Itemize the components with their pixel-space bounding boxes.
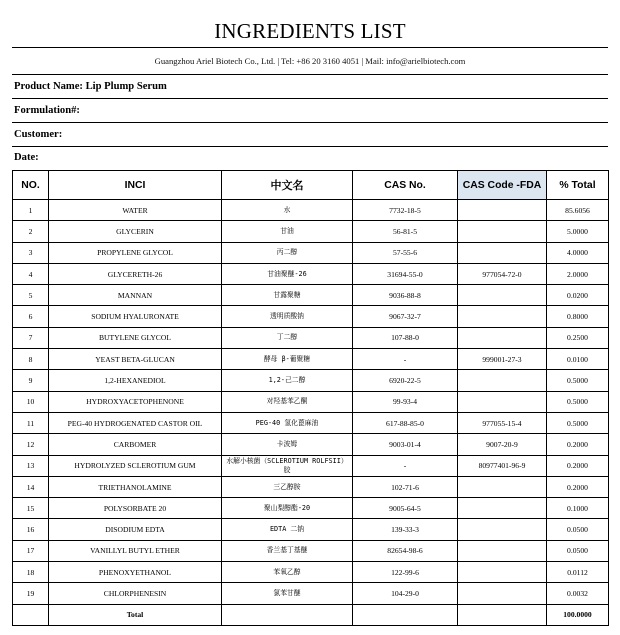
product-name-label: Product Name: bbox=[14, 81, 83, 92]
cell-percent-total: 0.0112 bbox=[547, 562, 609, 583]
cell-cas-no: 102-71-6 bbox=[353, 476, 458, 497]
cell-cas-no: 99-93-4 bbox=[353, 391, 458, 412]
header-inci: INCI bbox=[49, 171, 222, 200]
page-title: INGREDIENTS LIST bbox=[214, 19, 406, 43]
cell-cas-code-fda bbox=[458, 540, 547, 561]
cell-no: 14 bbox=[13, 476, 49, 497]
cell-percent-total: 0.2000 bbox=[547, 434, 609, 455]
cell-inci: MANNAN bbox=[49, 285, 222, 306]
cell-inci: VANILLYL BUTYL ETHER bbox=[49, 540, 222, 561]
formulation-label: Formulation#: bbox=[14, 105, 80, 116]
company-contact-line: Guangzhou Ariel Biotech Co., Ltd. | Tel: +86 20 3160 4051 | Mail: info@arielbiotech.com bbox=[154, 56, 466, 66]
total-cn-cell bbox=[222, 604, 353, 625]
cell-percent-total: 0.5000 bbox=[547, 412, 609, 433]
cell-inci: WATER bbox=[49, 200, 222, 221]
table-row bbox=[13, 562, 609, 583]
cell-inci: BUTYLENE GLYCOL bbox=[49, 327, 222, 348]
total-row bbox=[13, 604, 609, 625]
cell-percent-total: 0.0200 bbox=[547, 285, 609, 306]
table-row bbox=[13, 221, 609, 242]
cell-chinese-name: 透明质酸钠 bbox=[222, 306, 353, 327]
cell-percent-total: 0.2000 bbox=[547, 455, 609, 476]
cell-percent-total: 5.0000 bbox=[547, 221, 609, 242]
table-row bbox=[13, 540, 609, 561]
cell-percent-total: 0.1000 bbox=[547, 498, 609, 519]
cell-inci: HYDROLYZED SCLEROTIUM GUM bbox=[49, 455, 222, 476]
cell-chinese-name: 香兰基丁基醚 bbox=[222, 540, 353, 561]
cell-percent-total: 0.0032 bbox=[547, 583, 609, 604]
cell-chinese-name: PEG-40 氢化蓖麻油 bbox=[222, 412, 353, 433]
cell-chinese-name: 水解小核菌（SCLEROTIUM ROLFSII）胶 bbox=[222, 455, 353, 476]
cell-inci: PHENOXYETHANOL bbox=[49, 562, 222, 583]
header-percent-total: % Total bbox=[547, 171, 609, 200]
cell-cas-code-fda: 999001-27-3 bbox=[458, 349, 547, 370]
total-fda-cell bbox=[458, 604, 547, 625]
cell-cas-code-fda bbox=[458, 583, 547, 604]
table-row bbox=[13, 498, 609, 519]
cell-cas-no: 7732-18-5 bbox=[353, 200, 458, 221]
cell-chinese-name: 苯氧乙醇 bbox=[222, 562, 353, 583]
cell-inci: PROPYLENE GLYCOL bbox=[49, 242, 222, 263]
table-row bbox=[13, 391, 609, 412]
cell-chinese-name: 氯苯甘醚 bbox=[222, 583, 353, 604]
cell-cas-no: 9036-88-8 bbox=[353, 285, 458, 306]
cell-inci: GLYCERIN bbox=[49, 221, 222, 242]
date-label: Date: bbox=[14, 152, 39, 163]
table-row bbox=[13, 327, 609, 348]
cell-cas-code-fda bbox=[458, 221, 547, 242]
cell-cas-no: - bbox=[353, 455, 458, 476]
cell-chinese-name: 酵母 β-葡聚糖 bbox=[222, 349, 353, 370]
cell-percent-total: 0.0500 bbox=[547, 540, 609, 561]
table-row bbox=[13, 455, 609, 476]
cell-no: 17 bbox=[13, 540, 49, 561]
cell-cas-code-fda bbox=[458, 285, 547, 306]
cell-chinese-name: EDTA 二钠 bbox=[222, 519, 353, 540]
cell-cas-code-fda bbox=[458, 242, 547, 263]
cell-inci: DISODIUM EDTA bbox=[49, 519, 222, 540]
cell-cas-no: 82654-98-6 bbox=[353, 540, 458, 561]
cell-chinese-name: 三乙醇胺 bbox=[222, 476, 353, 497]
cell-no: 5 bbox=[13, 285, 49, 306]
cell-percent-total: 0.2500 bbox=[547, 327, 609, 348]
product-name-value: Lip Plump Serum bbox=[85, 81, 167, 92]
cell-cas-no: 104-29-0 bbox=[353, 583, 458, 604]
cell-chinese-name: 聚山梨醇酯-20 bbox=[222, 498, 353, 519]
cell-no: 18 bbox=[13, 562, 49, 583]
cell-no: 3 bbox=[13, 242, 49, 263]
ingredients-table bbox=[12, 170, 609, 626]
table-row bbox=[13, 306, 609, 327]
cell-cas-no: 107-88-0 bbox=[353, 327, 458, 348]
cell-percent-total: 0.0500 bbox=[547, 519, 609, 540]
cell-cas-no: 6920-22-5 bbox=[353, 370, 458, 391]
cell-cas-no: 9003-01-4 bbox=[353, 434, 458, 455]
cell-cas-code-fda bbox=[458, 562, 547, 583]
cell-cas-code-fda bbox=[458, 370, 547, 391]
table-row bbox=[13, 412, 609, 433]
table-row bbox=[13, 476, 609, 497]
cell-cas-no: 31694-55-0 bbox=[353, 263, 458, 284]
header-no: NO. bbox=[13, 171, 49, 200]
table-row bbox=[13, 285, 609, 306]
cell-percent-total: 0.8000 bbox=[547, 306, 609, 327]
cell-inci: 1,2-HEXANEDIOL bbox=[49, 370, 222, 391]
cell-no: 7 bbox=[13, 327, 49, 348]
cell-no: 10 bbox=[13, 391, 49, 412]
cell-inci: PEG-40 HYDROGENATED CASTOR OIL bbox=[49, 412, 222, 433]
cell-inci: SODIUM HYALURONATE bbox=[49, 306, 222, 327]
cell-chinese-name: 丙二醇 bbox=[222, 242, 353, 263]
cell-cas-code-fda: 977055-15-4 bbox=[458, 412, 547, 433]
total-cas-cell bbox=[353, 604, 458, 625]
cell-cas-no: 139-33-3 bbox=[353, 519, 458, 540]
cell-percent-total: 0.2000 bbox=[547, 476, 609, 497]
table-row bbox=[13, 519, 609, 540]
cell-chinese-name: 甘露聚糖 bbox=[222, 285, 353, 306]
header-cas-no: CAS No. bbox=[353, 171, 458, 200]
cell-inci: YEAST BETA-GLUCAN bbox=[49, 349, 222, 370]
cell-cas-code-fda: 80977401-96-9 bbox=[458, 455, 547, 476]
cell-cas-no: 617-88-85-0 bbox=[353, 412, 458, 433]
cell-percent-total: 0.0100 bbox=[547, 349, 609, 370]
cell-chinese-name: 甘油 bbox=[222, 221, 353, 242]
cell-no: 15 bbox=[13, 498, 49, 519]
cell-cas-code-fda: 977054-72-0 bbox=[458, 263, 547, 284]
table-row bbox=[13, 434, 609, 455]
cell-inci: TRIETHANOLAMINE bbox=[49, 476, 222, 497]
total-no-cell bbox=[13, 604, 49, 625]
cell-inci: HYDROXYACETOPHENONE bbox=[49, 391, 222, 412]
cell-no: 12 bbox=[13, 434, 49, 455]
cell-inci: GLYCERETH-26 bbox=[49, 263, 222, 284]
cell-inci: CARBOMER bbox=[49, 434, 222, 455]
table-header-row bbox=[13, 171, 609, 200]
cell-chinese-name: 对羟基苯乙酮 bbox=[222, 391, 353, 412]
cell-chinese-name: 1,2-己二醇 bbox=[222, 370, 353, 391]
cell-percent-total: 0.5000 bbox=[547, 370, 609, 391]
cell-chinese-name: 水 bbox=[222, 200, 353, 221]
cell-inci: POLYSORBATE 20 bbox=[49, 498, 222, 519]
cell-no: 2 bbox=[13, 221, 49, 242]
cell-no: 8 bbox=[13, 349, 49, 370]
cell-no: 11 bbox=[13, 412, 49, 433]
date-field bbox=[12, 146, 608, 163]
table-row bbox=[13, 263, 609, 284]
total-label: Total bbox=[49, 604, 222, 625]
ingredients-document bbox=[12, 0, 608, 626]
cell-chinese-name: 甘油聚醚-26 bbox=[222, 263, 353, 284]
total-value: 100.0000 bbox=[547, 604, 609, 625]
cell-cas-no: - bbox=[353, 349, 458, 370]
header-cas-code-fda: CAS Code -FDA bbox=[458, 171, 547, 200]
table-row bbox=[13, 370, 609, 391]
cell-cas-code-fda bbox=[458, 306, 547, 327]
cell-cas-code-fda: 9007-20-9 bbox=[458, 434, 547, 455]
cell-no: 4 bbox=[13, 263, 49, 284]
cell-chinese-name: 丁二醇 bbox=[222, 327, 353, 348]
cell-no: 19 bbox=[13, 583, 49, 604]
customer-label: Customer: bbox=[14, 129, 63, 140]
table-row bbox=[13, 200, 609, 221]
cell-no: 13 bbox=[13, 455, 49, 476]
cell-cas-no: 122-99-6 bbox=[353, 562, 458, 583]
header-chinese-name: 中文名 bbox=[222, 171, 353, 200]
table-row bbox=[13, 242, 609, 263]
cell-percent-total: 85.6056 bbox=[547, 200, 609, 221]
formulation-field bbox=[12, 98, 608, 122]
cell-percent-total: 4.0000 bbox=[547, 242, 609, 263]
cell-chinese-name: 卡波姆 bbox=[222, 434, 353, 455]
cell-cas-code-fda bbox=[458, 476, 547, 497]
cell-no: 16 bbox=[13, 519, 49, 540]
cell-percent-total: 0.5000 bbox=[547, 391, 609, 412]
cell-cas-no: 56-81-5 bbox=[353, 221, 458, 242]
cell-no: 9 bbox=[13, 370, 49, 391]
table-row bbox=[13, 349, 609, 370]
customer-field bbox=[12, 122, 608, 146]
table-row bbox=[13, 583, 609, 604]
cell-cas-code-fda bbox=[458, 200, 547, 221]
cell-cas-code-fda bbox=[458, 391, 547, 412]
cell-no: 1 bbox=[13, 200, 49, 221]
cell-percent-total: 2.0000 bbox=[547, 263, 609, 284]
cell-cas-code-fda bbox=[458, 498, 547, 519]
cell-cas-code-fda bbox=[458, 519, 547, 540]
product-name-field bbox=[12, 74, 608, 98]
cell-no: 6 bbox=[13, 306, 49, 327]
cell-cas-code-fda bbox=[458, 327, 547, 348]
cell-cas-no: 9005-64-5 bbox=[353, 498, 458, 519]
cell-cas-no: 9067-32-7 bbox=[353, 306, 458, 327]
cell-cas-no: 57-55-6 bbox=[353, 242, 458, 263]
cell-inci: CHLORPHENESIN bbox=[49, 583, 222, 604]
